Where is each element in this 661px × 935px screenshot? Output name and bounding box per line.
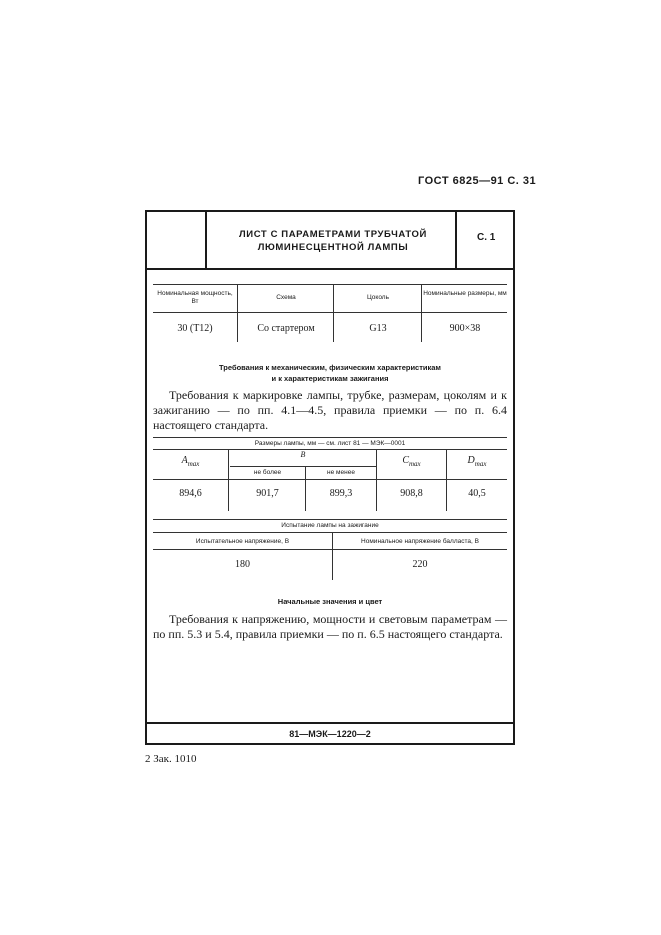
dims-caption: Размеры лампы, мм — см. лист 81 — МЭК—0001: [254, 440, 406, 447]
main-value-dimensions: 900×38: [449, 323, 481, 334]
ignition-header-rule: [153, 549, 507, 550]
section2-heading: Начальные значения и цвет: [277, 597, 383, 606]
section1-heading: [147, 362, 513, 384]
dims-value-b-min: 899,3: [329, 488, 353, 499]
dims-d-label: D: [467, 455, 475, 466]
main-col-sep: [333, 284, 334, 342]
dims-table-top: [153, 437, 507, 438]
ignition-header-test: Испытательное напряжение, В: [195, 538, 290, 545]
footer-rule: [147, 722, 513, 724]
main-header-scheme: Схема: [276, 294, 296, 301]
dims-value-b-max: 901,7: [256, 488, 279, 499]
dims-header-a: [153, 455, 228, 468]
main-table-top: [153, 284, 507, 285]
main-header-power: Номинальная мощность, Вт: [157, 290, 233, 305]
sheet-title-line2: ЛЮМИНЕСЦЕНТНОЙ ЛАМПЫ: [257, 242, 409, 253]
sheet-number: С. 1: [477, 232, 496, 243]
dims-d-sub: max: [474, 460, 487, 468]
main-col-sep: [421, 284, 422, 342]
ignition-value-test: 180: [235, 559, 250, 570]
dims-header-d: [447, 455, 507, 468]
dims-a-sub: max: [187, 460, 200, 468]
dims-col-sep: [228, 449, 229, 511]
main-col-sep: [237, 284, 238, 342]
dims-a-label: A: [181, 455, 188, 466]
main-value-base: G13: [369, 323, 387, 334]
ignition-caption-rule: [153, 532, 507, 533]
section2-text: Требования к напряжению, мощности и световым параметрам — по пп. 5.3 и 5.4, правила приемки — по п. 6.5 настоящего стандарта.: [153, 612, 507, 641]
title-divider-left: [205, 212, 207, 269]
title-bottom-rule: [147, 268, 513, 270]
section1-text: Требования к маркировке лампы, трубке, размерам, цоколям и к зажиганию — по пп. 4.1—4.5, правила приемки — по п. 6.4 настоящего стандарта.: [153, 388, 507, 432]
sheet-title-line1: ЛИСТ С ПАРАМЕТРАМИ ТРУБЧАТОЙ: [239, 229, 427, 240]
ignition-value-ballast: 220: [412, 559, 428, 570]
dims-header-rule: [153, 479, 507, 480]
section1-heading-line1: Требования к механическим, физическим характеристикам: [219, 363, 441, 372]
main-header-base: Цоколь: [367, 294, 389, 301]
ignition-table-top: [153, 519, 507, 520]
dims-c-sub: max: [409, 460, 421, 468]
section1-heading-line2: и к характеристикам зажигания: [271, 374, 389, 383]
dims-b-rule: [230, 466, 376, 467]
dims-header-c: [377, 455, 446, 468]
sheet-frame: [145, 210, 515, 745]
ignition-caption: Испытание лампы на зажигание: [281, 522, 379, 529]
ignition-header-ballast: Номинальное напряжение балласта, В: [361, 538, 479, 545]
dims-header-b-min: не менее: [327, 469, 355, 476]
footer-code: 81—МЭК—1220—2: [289, 729, 371, 739]
dims-header-b-max: не более: [253, 469, 282, 476]
dims-header-b: B: [300, 450, 306, 459]
main-value-power: 30 (Т12): [177, 323, 213, 334]
dims-value-c: 908,8: [400, 488, 423, 499]
main-value-scheme: Со стартером: [257, 323, 315, 334]
dims-value-a: 894,6: [179, 488, 202, 499]
dims-value-d: 40,5: [468, 488, 486, 499]
page-header: ГОСТ 6825—91 С. 31: [418, 175, 537, 187]
order-note: 2 Зак. 1010: [145, 753, 197, 765]
main-header-rule: [153, 312, 507, 313]
sheet-title: [209, 228, 457, 254]
dims-c-label: C: [402, 455, 409, 466]
main-header-dimensions: Номинальные размеры, мм: [423, 290, 507, 297]
